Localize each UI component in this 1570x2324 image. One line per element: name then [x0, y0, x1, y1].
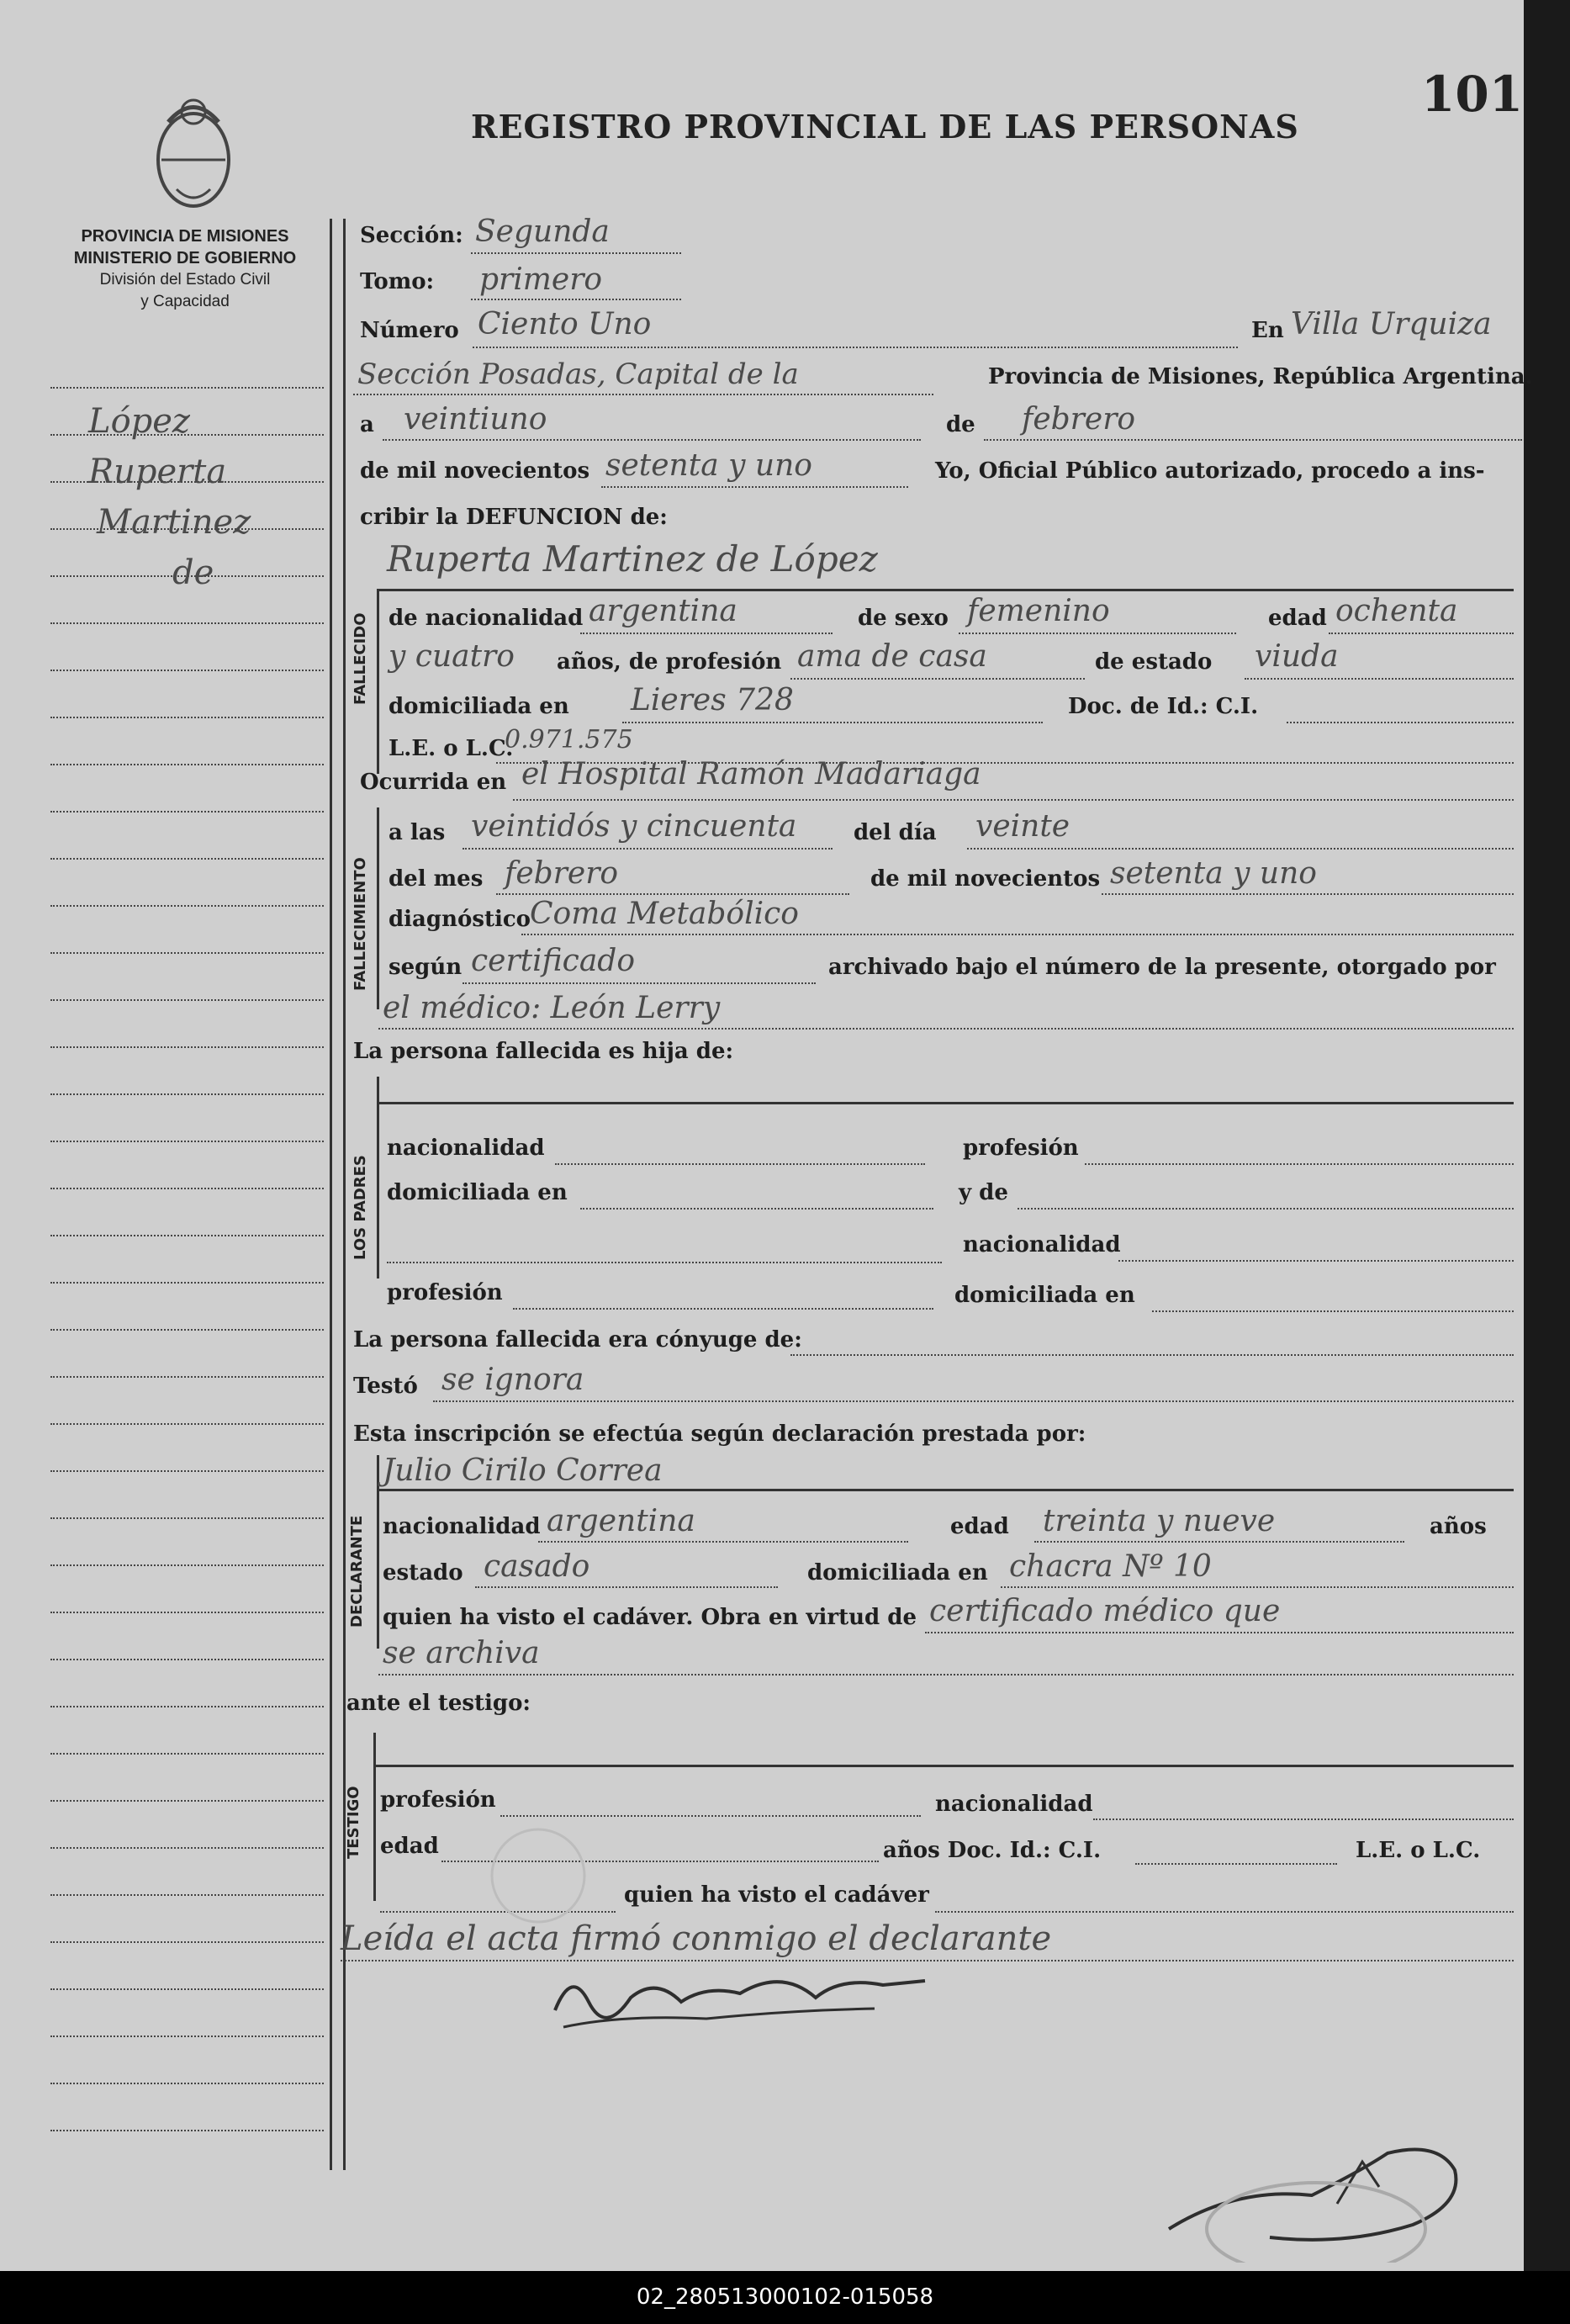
margin-rule-line [50, 1753, 324, 1755]
testigo-le-lc-label: L.E. o L.C. [1356, 1838, 1481, 1863]
declarante-estado-value: casado [484, 1549, 590, 1584]
domicilio-value: Lieres 728 [631, 683, 794, 717]
coat-of-arms-emblem [143, 88, 244, 214]
declarante-edad-label: edad [950, 1514, 1009, 1539]
margin-rule-line [50, 858, 324, 860]
y-de-label: y de [959, 1180, 1008, 1205]
sexo-label: de sexo [858, 606, 949, 631]
margin-rule-line [50, 764, 324, 765]
margin-rule-line [50, 387, 324, 389]
margin-rule-line [50, 1329, 324, 1331]
margin-rule-line [50, 1141, 324, 1142]
testigo-edad-label: edad [380, 1834, 439, 1859]
lugar-value: Sección Posadas, Capital de la [357, 357, 799, 391]
nacionalidad-value: argentina [589, 594, 737, 628]
margin-name-line-4: de [172, 553, 214, 592]
inscripcion-text: Esta inscripción se efectúa según declaración prestada por: [353, 1421, 1086, 1447]
padres-bracket [377, 1077, 379, 1278]
en-label: En [1251, 318, 1284, 343]
fallecido-rule [377, 589, 1514, 591]
seccion-label: Sección: [360, 223, 463, 248]
margin-rule-line [50, 999, 324, 1001]
margin-rule-line [50, 1706, 324, 1707]
margin-rule-line [50, 1564, 324, 1566]
testigo-nacionalidad-label: nacionalidad [935, 1792, 1093, 1817]
margin-rule-line [50, 1894, 324, 1896]
archivado-text: archivado bajo el número de la presente, otorgado por [828, 955, 1496, 980]
margin-rule-line [50, 622, 324, 624]
visto-cadaver-text: quien ha visto el cadáver. Obra en virtud de [383, 1605, 917, 1630]
hora-value: veintidós y cincuenta [471, 809, 797, 844]
en-value: Villa Urquiza [1291, 307, 1492, 341]
sexo-value: femenino [967, 594, 1110, 628]
a-label: a [360, 412, 374, 437]
madre-domicilio-label: domiciliada en [954, 1283, 1135, 1308]
declarante-domicilio-label: domiciliada en [807, 1560, 988, 1586]
margin-name-line-1: López [88, 402, 190, 441]
madre-nacionalidad-label: nacionalidad [963, 1232, 1121, 1257]
section-label-padres: LOS PADRES [352, 1155, 369, 1260]
seccion-value: Segunda [475, 214, 610, 249]
closing-note: Leída el acta firmó conmigo el declarante [341, 1919, 1052, 1958]
declarante-nacionalidad-value: argentina [547, 1504, 695, 1538]
register-title: REGISTRO PROVINCIAL DE LAS PERSONAS [471, 108, 1299, 146]
virtud-value-2: se archiva [383, 1636, 540, 1670]
fallecimiento-bracket [377, 807, 379, 1009]
tomo-value: primero [479, 262, 603, 297]
testigo-visto-label: quien ha visto el cadáver [624, 1882, 929, 1908]
nacionalidad-label: de nacionalidad [389, 606, 584, 631]
testigo-bracket [373, 1733, 376, 1901]
edad-label: edad [1268, 606, 1327, 631]
profesion-value: ama de casa [797, 639, 987, 674]
margin-rule-line [50, 1376, 324, 1378]
oficial-text: Yo, Oficial Público autorizado, procedo a ins- [935, 458, 1485, 484]
declarante-nacionalidad-label: nacionalidad [383, 1514, 541, 1539]
page-number: 101 [1421, 66, 1524, 123]
margin-rule-line [50, 1612, 324, 1613]
testigo-intro: ante el testigo: [346, 1691, 531, 1716]
ocurrida-value: el Hospital Ramón Madariaga [521, 757, 981, 791]
madre-profesion-label: profesión [387, 1280, 503, 1305]
testo-value: se ignora [441, 1363, 584, 1397]
declarante-rule [377, 1489, 1514, 1491]
margin-rule-line [50, 1188, 324, 1189]
margin-name-line-3: Martinez [97, 503, 251, 542]
margin-rule-line [50, 717, 324, 718]
le-lc-label: L.E. o L.C. [389, 736, 514, 761]
anio-label-2: de mil novecientos [870, 866, 1101, 892]
segun-label: según [389, 955, 463, 980]
margin-rule-line [50, 1988, 324, 1990]
image-identifier: 02_280513000102-015058 [636, 2284, 934, 2310]
faded-stamp [471, 1825, 605, 1926]
mes-value: febrero [1022, 402, 1136, 437]
margin-rule-line [50, 952, 324, 954]
anio-value: setenta y uno [605, 448, 812, 483]
issuer-division: División del Estado Civil [99, 271, 271, 289]
testigo-doc-label: años Doc. Id.: C.I. [883, 1838, 1102, 1863]
margin-rule-line [50, 2035, 324, 2037]
inscribir-text: cribir la DEFUNCION de: [360, 505, 668, 530]
padre-profesion-label: profesión [963, 1136, 1079, 1161]
declarante-edad-value: treinta y nueve [1043, 1504, 1276, 1538]
margin-rule-line [50, 2083, 324, 2084]
declarante-estado-label: estado [383, 1560, 463, 1586]
numero-label: Número [360, 318, 459, 343]
profesion-label: años, de profesión [557, 649, 782, 675]
declarante-bracket [377, 1455, 379, 1649]
margin-rule-line [50, 1093, 324, 1095]
segun-value: certificado [471, 944, 636, 978]
section-label-declarante: DECLARANTE [348, 1515, 366, 1628]
margin-rule-line [50, 1659, 324, 1660]
margin-divider-inner [343, 219, 346, 2170]
numero-value: Ciento Uno [478, 307, 652, 341]
margin-rule-line [50, 1941, 324, 1943]
testigo-profesion-label: profesión [380, 1787, 496, 1813]
mes-value-2: febrero [505, 856, 619, 891]
margin-rule-line [50, 1282, 324, 1284]
declarante-nombre: Julio Cirilo Correa [383, 1453, 663, 1488]
margin-rule-line [50, 1470, 324, 1472]
margin-rule-line [50, 670, 324, 671]
estado-label: de estado [1095, 649, 1213, 675]
dia-value: veintiuno [404, 402, 547, 437]
section-label-testigo: TESTIGO [345, 1786, 362, 1859]
section-label-fallecido: FALLECIDO [352, 612, 369, 705]
tomo-label: Tomo: [360, 269, 435, 294]
anos-label: años [1430, 1514, 1487, 1539]
padres-rule [377, 1102, 1514, 1104]
margin-rule-line [50, 1235, 324, 1236]
issuer-province: PROVINCIA DE MISIONES [81, 227, 289, 246]
doc-id-label: Doc. de Id.: C.I. [1068, 694, 1259, 719]
hija-de-text: La persona fallecida es hija de: [353, 1039, 734, 1064]
margin-rule-line [50, 1423, 324, 1425]
dia-label: del día [854, 820, 937, 845]
margin-rule-line [50, 1847, 324, 1849]
testo-label: Testó [353, 1374, 418, 1399]
dia-value-2: veinte [975, 809, 1070, 844]
margin-rule-line [50, 2130, 324, 2131]
ocurrida-label: Ocurrida en [360, 770, 507, 795]
domiciliado-label: domiciliada en [389, 694, 569, 719]
provincia-text: Provincia de Misiones, República Argentina. [988, 364, 1533, 389]
declarante-signature [538, 1951, 975, 2044]
margin-divider [330, 219, 332, 2170]
testigo-rule [373, 1765, 1514, 1767]
conyuge-text: La persona fallecida era cónyuge de: [353, 1327, 802, 1353]
issuer-block [42, 225, 328, 313]
estado-value: viuda [1255, 639, 1339, 674]
medico-value: el médico: León Lerry [383, 991, 721, 1025]
de-label: de [946, 412, 975, 437]
margin-rule-line [50, 1046, 324, 1048]
margin-name-line-2: Ruperta [88, 453, 227, 491]
fallecido-nombre: Ruperta Martinez de López [387, 538, 878, 580]
edad-value-2: y cuatro [389, 639, 515, 674]
anio-label: de mil novecientos [360, 458, 590, 484]
anio-value-2: setenta y uno [1110, 856, 1317, 891]
issuer-ministry: MINISTERIO DE GOBIERNO [73, 249, 297, 267]
padre-domicilio-label: domiciliada en [387, 1180, 568, 1205]
margin-rule-line [50, 811, 324, 813]
section-label-fallecimiento: FALLECIMIENTO [352, 857, 369, 991]
official-stamp [1203, 2178, 1430, 2263]
diagnostico-value: Coma Metabólico [530, 897, 799, 931]
virtud-value-1: certificado médico que [929, 1594, 1281, 1628]
margin-rule-line [50, 1800, 324, 1802]
hora-label: a las [389, 820, 446, 845]
edad-value-1: ochenta [1335, 594, 1458, 628]
le-lc-value: 0.971.575 [505, 725, 633, 754]
issuer-capacity: y Capacidad [140, 293, 230, 310]
fallecido-bracket [377, 589, 379, 774]
declarante-domicilio-value: chacra Nº 10 [1009, 1549, 1212, 1584]
margin-rule-line [50, 905, 324, 907]
image-footer [0, 2271, 1570, 2324]
mes-label: del mes [389, 866, 484, 892]
diagnostico-label: diagnóstico [389, 907, 531, 932]
margin-rule-line [50, 1517, 324, 1519]
padre-nacionalidad-label: nacionalidad [387, 1136, 545, 1161]
